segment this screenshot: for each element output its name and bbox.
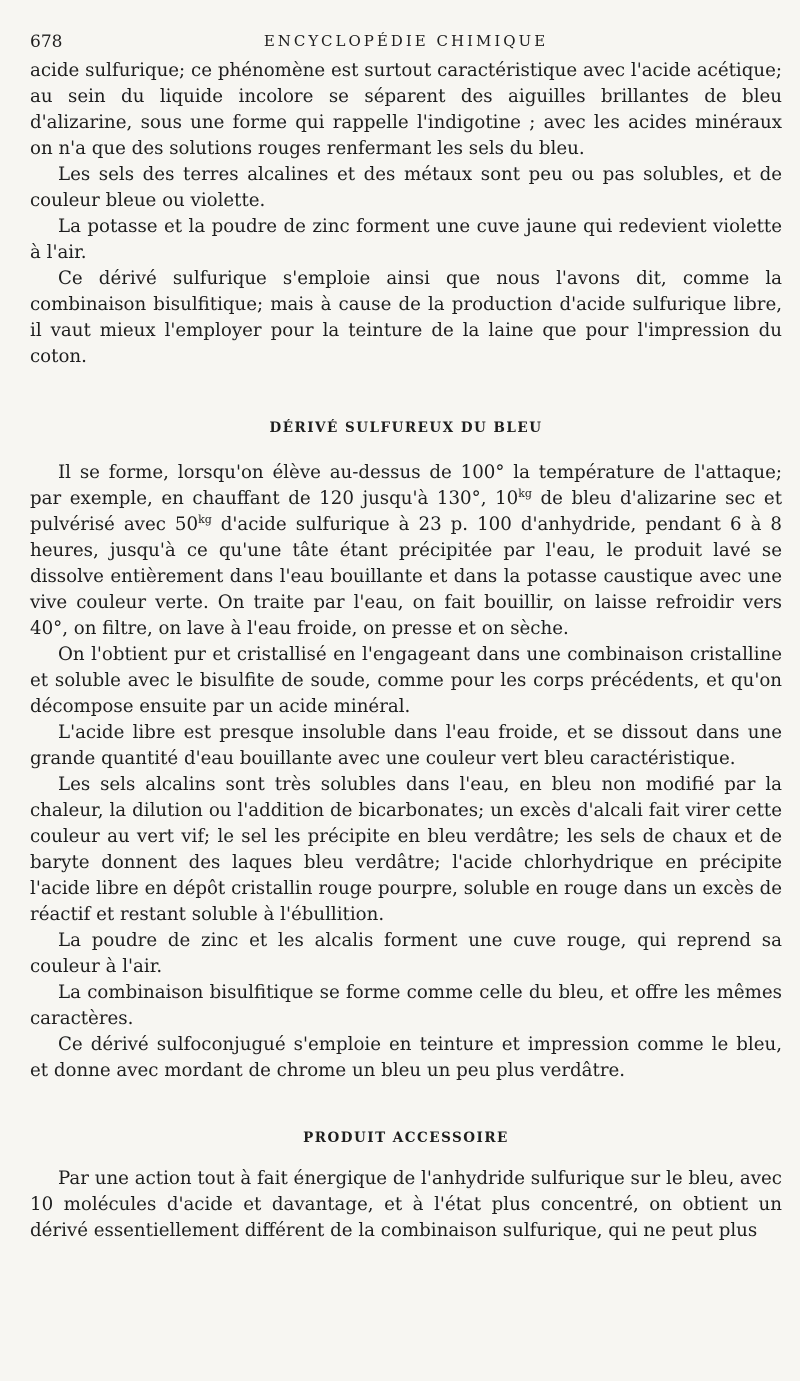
paragraph: La poudre de zinc et les alcalis forment une cuve rouge, qui reprend sa couleur à l'air. [30,930,782,977]
paragraph: Les sels des terres alcalines et des métaux sont peu ou pas solubles, et de couleur bleue ou violette. [30,164,782,211]
section-title-derive-sulfureux: DÉRIVÉ SULFUREUX DU BLEU [269,420,543,436]
unit-superscript: kg [198,512,212,526]
text-run: Il se forme, lorsqu'on élève au-dessus de 100° la température de l'attaque; par exemple, en chauffant de 120 jusqu'à 130°, 10 [30,462,782,509]
paragraph: Ce dérivé sulfurique s'emploie ainsi que nous l'avons dit, comme la combinaison bisulfitique; mais à cause de la production d'acide sulfurique libre, il vaut mieux l'employer pour la teinture de la laine que pour l'impression du coton. [30,268,782,367]
text-run: d'acide sulfurique à 23 p. 100 d'anhydride, pendant 6 à 8 heures, jusqu'à ce qu'une tâte étant précipitée par l'eau, le produit lavé se dissolve entièrement dans l'eau bouillante et dans la potasse caustique avec une vive couleur verte. On traite par l'eau, on fait bouillir, on laisse refroidir vers 40°, on filtre, on lave à l'eau froide, on presse et on sèche. [30,514,782,639]
body-text [30,58,782,1244]
paragraph: L'acide libre est presque insoluble dans l'eau froide, et se dissout dans une grande quantité d'eau bouillante avec une couleur vert bleu caractéristique. [30,722,782,769]
paragraph: La combinaison bisulfitique se forme comme celle du bleu, et offre les mêmes caractères. [30,982,782,1029]
page-number: 678 [30,32,63,52]
section-title-produit-accessoire: PRODUIT ACCESSOIRE [303,1130,509,1146]
text-run: de bleu d'alizarine sec et pulvérisé avec 50 [30,488,783,535]
paragraph: On l'obtient pur et cristallisé en l'engageant dans une combinaison cristalline et soluble avec le bisulfite de soude, comme pour les corps précédents, et qu'on décompose ensuite par un acide minéral. [30,644,782,717]
unit-superscript: kg [518,486,532,500]
paragraph: La potasse et la poudre de zinc forment une cuve jaune qui redevient violette à l'air. [30,216,782,263]
page-header [30,28,782,58]
paragraph: Ce dérivé sulfoconjugué s'emploie en teinture et impression comme le bleu, et donne avec mordant de chrome un bleu un peu plus verdâtre. [30,1034,782,1081]
running-title: ENCYCLOPÉDIE CHIMIQUE [263,32,549,50]
book-page [30,28,782,1244]
paragraph [30,460,782,642]
paragraph: acide sulfurique; ce phénomène est surtout caractéristique avec l'acide acétique; au sein du liquide incolore se séparent des aiguilles brillantes de bleu d'alizarine, sous une forme qui rappelle l'indigotine ; avec les acides minéraux on n'a que des solutions rouges renfermant les sels du bleu. [30,60,782,159]
paragraph: Par une action tout à fait énergique de l'anhydride sulfurique sur le bleu, avec 10 molécules d'acide et davantage, et à l'état plus concentré, on obtient un dérivé essentiellement différent de la combinaison sulfurique, qui ne peut plus [30,1168,782,1241]
paragraph: Les sels alcalins sont très solubles dans l'eau, en bleu non modifié par la chaleur, la dilution ou l'addition de bicarbonates; un excès d'alcali fait virer cette couleur au vert vif; le sel les précipite en bleu verdâtre; les sels de chaux et de baryte donnent des laques bleu verdâtre; l'acide chlorhydrique en précipite l'acide libre en dépôt cristallin rouge pourpre, soluble en rouge dans un excès de réactif et restant soluble à l'ébullition. [30,774,782,925]
